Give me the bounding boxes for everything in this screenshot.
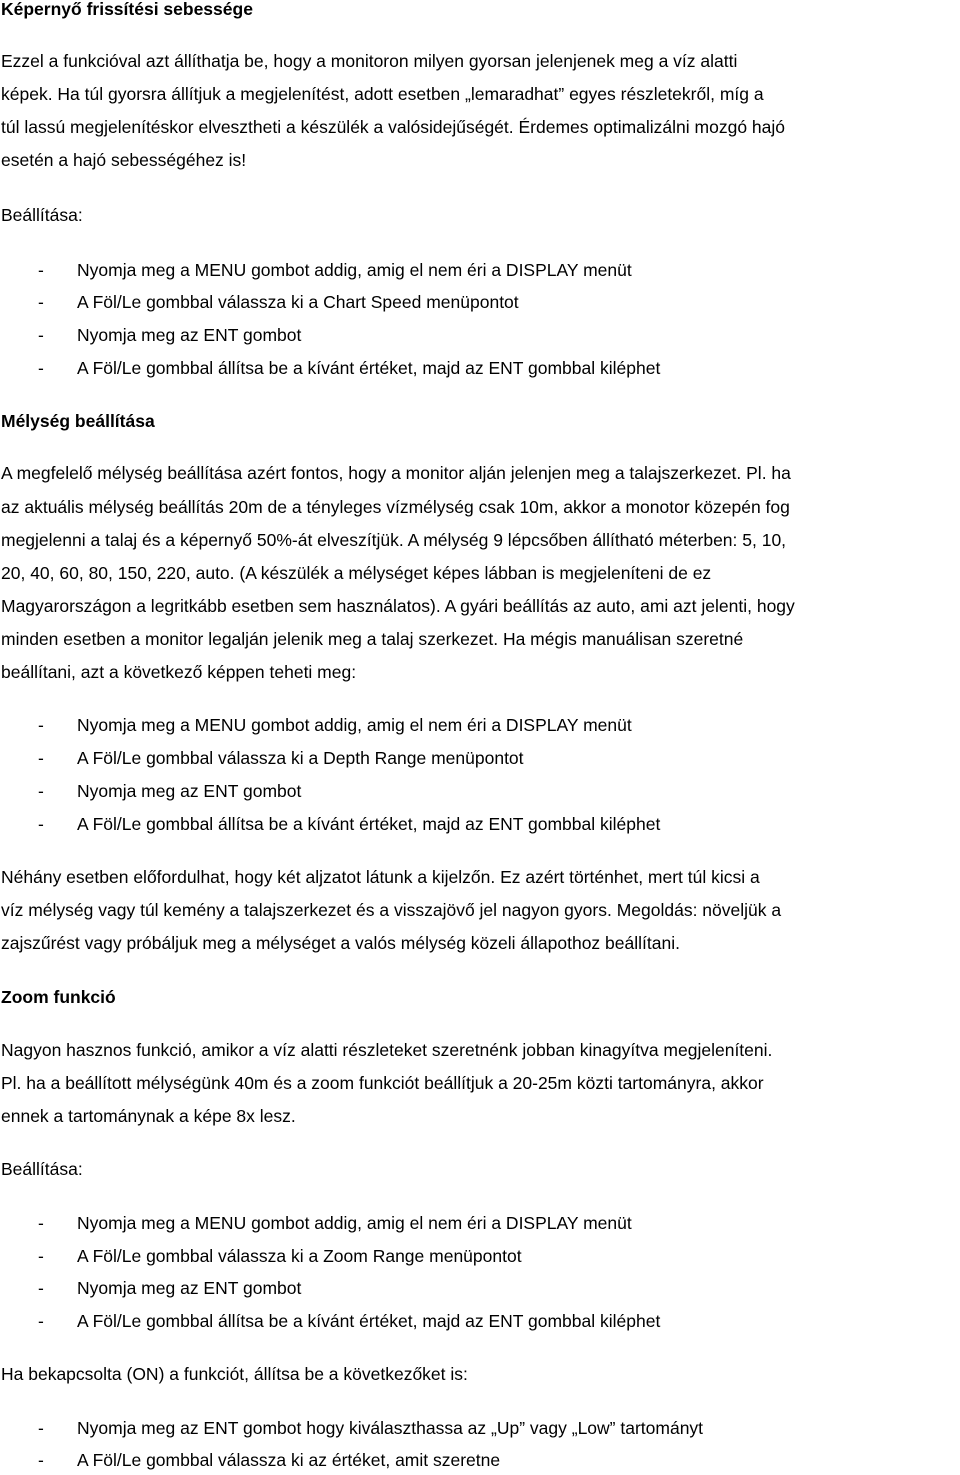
list-item-text: Nyomja meg az ENT gombot	[77, 1278, 302, 1298]
list-item-text: A Föl/Le gombbal válassza ki a Chart Speed menüpontot	[77, 292, 519, 312]
list-item-text: A Föl/Le gombbal állítsa be a kívánt értéket, majd az ENT gombbal kiléphet	[77, 814, 661, 834]
list-item	[0, 813, 940, 835]
list-item	[0, 1310, 940, 1332]
list-item	[0, 1417, 940, 1439]
list-item	[0, 1245, 940, 1267]
list-dash: -	[38, 814, 44, 834]
paragraph-line: Pl. ha a beállított mélységünk 40m és a zoom funkciót beállítjuk a 20-25m közti tartományra, akkor	[1, 1073, 764, 1093]
list-dash: -	[38, 292, 44, 312]
section-heading-screen-refresh: Képernyő frissítési sebessége	[1, 0, 253, 19]
list-dash: -	[38, 1311, 44, 1331]
list-dash: -	[38, 1246, 44, 1266]
list-dash: -	[38, 260, 44, 280]
list-item	[0, 324, 940, 346]
note-line: Néhány esetben előfordulhat, hogy két aljzatot látunk a kijelzőn. Ez azért történhet, mert túl kicsi a	[1, 867, 760, 887]
list-item-text: Nyomja meg a MENU gombot addig, amig el nem éri a DISPLAY menüt	[77, 1213, 632, 1233]
paragraph-line: megjelenni a talaj és a képernyő 50%-át elveszítjük. A mélység 9 lépcsőben állítható méterben: 5, 10,	[1, 530, 787, 550]
list-item	[0, 1212, 940, 1234]
paragraph-line: beállítani, azt a következő képpen teheti meg:	[1, 662, 357, 682]
paragraph-line: ennek a tartománynak a képe 8x lesz.	[1, 1106, 296, 1126]
paragraph-line: képek. Ha túl gyorsra állítjuk a megjelenítést, adott esetben „lemaradhat” egyes részletekről, míg a	[1, 84, 764, 104]
list-item	[0, 1277, 940, 1299]
setup-label: Beállítása:	[1, 205, 83, 225]
paragraph-line: A megfelelő mélység beállítása azért fontos, hogy a monitor alján jelenjen meg a talajszerkezet. Pl. ha	[1, 463, 791, 483]
paragraph-line: túl lassú megjelenítéskor elvesztheti a készülék a valósidejűségét. Érdemes optimalizálni mozgó hajó	[1, 117, 786, 137]
list-dash: -	[38, 358, 44, 378]
list-item-text: Nyomja meg az ENT gombot	[77, 781, 302, 801]
list-dash: -	[38, 715, 44, 735]
on-intro-text: Ha bekapcsolta (ON) a funkciót, állítsa be a következőket is:	[1, 1364, 468, 1384]
list-dash: -	[38, 1278, 44, 1298]
paragraph-line: az aktuális mélység beállítás 20m de a tényleges vízmélység csak 10m, akkor a monotor közepén fog	[1, 497, 790, 517]
note-line: víz mélység vagy túl kemény a talajszerkezet és a visszajövő jel nagyon gyors. Megoldás: növeljük a	[1, 900, 782, 920]
list-item	[0, 747, 940, 769]
list-dash: -	[38, 748, 44, 768]
list-item-text: Nyomja meg az ENT gombot hogy kiválaszthassa az „Up” vagy „Low” tartományt	[77, 1418, 704, 1438]
list-item	[0, 291, 940, 313]
list-dash: -	[38, 1213, 44, 1233]
list-item	[0, 714, 940, 736]
paragraph-line: Ezzel a funkcióval azt állíthatja be, hogy a monitoron milyen gyorsan jelenjenek meg a víz alatti	[1, 51, 738, 71]
list-item-text: A Föl/Le gombbal válassza ki az értéket, amit szeretne	[77, 1450, 501, 1470]
list-dash: -	[38, 1450, 44, 1470]
list-item-text: Nyomja meg a MENU gombot addig, amig el nem éri a DISPLAY menüt	[77, 260, 632, 280]
paragraph-line: 20, 40, 60, 80, 150, 220, auto. (A készülék a mélységet képes lábban is megjeleníteni de ez	[1, 563, 712, 583]
list-item-text: A Föl/Le gombbal állítsa be a kívánt értéket, majd az ENT gombbal kiléphet	[77, 358, 661, 378]
list-item-text: A Föl/Le gombbal válassza ki a Depth Range menüpontot	[77, 748, 524, 768]
section-heading-zoom: Zoom funkció	[1, 987, 116, 1007]
list-dash: -	[38, 781, 44, 801]
list-item	[0, 259, 940, 281]
setup-label: Beállítása:	[1, 1159, 83, 1179]
paragraph-line: Magyarországon a legritkább esetben sem használatos). A gyári beállítás az auto, ami azt jelenti, hogy	[1, 596, 795, 616]
list-item-text: A Föl/Le gombbal állítsa be a kívánt értéket, majd az ENT gombbal kiléphet	[77, 1311, 661, 1331]
list-dash: -	[38, 325, 44, 345]
list-item-text: Nyomja meg az ENT gombot	[77, 325, 302, 345]
paragraph-line: esetén a hajó sebességéhez is!	[1, 150, 247, 170]
note-line: zajszűrést vagy próbáljuk meg a mélységet a valós mélység közeli állapothoz beállítani.	[1, 933, 680, 953]
list-item	[0, 780, 940, 802]
list-item-text: Nyomja meg a MENU gombot addig, amig el nem éri a DISPLAY menüt	[77, 715, 632, 735]
paragraph-line: Nagyon hasznos funkció, amikor a víz alatti részleteket szeretnénk jobban kinagyítva megjeleníteni.	[1, 1040, 773, 1060]
list-item	[0, 357, 940, 379]
list-dash: -	[38, 1418, 44, 1438]
list-item	[0, 1449, 940, 1471]
list-item-text: A Föl/Le gombbal válassza ki a Zoom Range menüpontot	[77, 1246, 522, 1266]
section-heading-depth: Mélység beállítása	[1, 411, 155, 431]
paragraph-line: minden esetben a monitor legalján jelenik meg a talaj szerkezet. Ha mégis manuálisan szeretné	[1, 629, 744, 649]
